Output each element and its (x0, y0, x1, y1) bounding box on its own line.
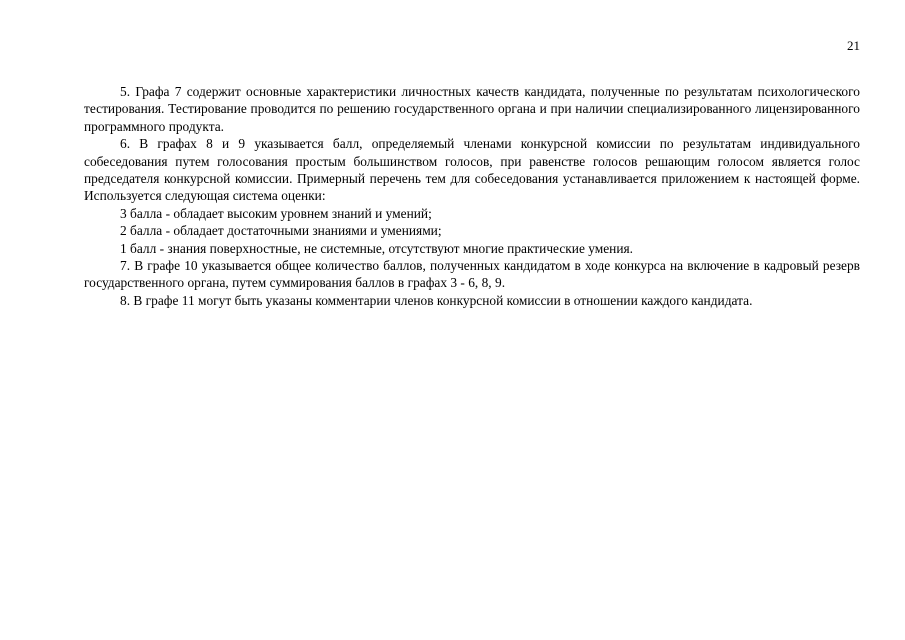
scoring-line-2: 2 балла - обладает достаточными знаниями и умениями; (120, 223, 442, 239)
scoring-line-1: 1 балл - знания поверхностные, не системные, отсутствуют многие практические умения. (120, 240, 634, 256)
document-body (84, 83, 860, 309)
scoring-line-3: 3 балла - обладает высоким уровнем знаний и умений; (120, 205, 432, 221)
paragraph-item-5: 5. Графа 7 содержит основные характеристики личностных качеств кандидата, полученные по результатам психологического тестирования. Тестирование проводится по решению государственного органа и при наличии специализированного лицензированного программного продукта. (84, 84, 860, 134)
page-number: 21 (847, 38, 860, 53)
paragraph-item-6: 6. В графах 8 и 9 указывается балл, определяемый членами конкурсной комиссии по результатам индивидуального собеседования путем голосования простым большинством голосов, при равенстве голосов решающим голосом является голос председателя конкурсной комиссии. Примерный перечень тем для собеседования устанавливается приложением к настоящей форме. Используется следующая система оценки: (84, 136, 860, 204)
paragraph-item-7: 7. В графе 10 указывается общее количество баллов, полученных кандидатом в ходе конкурса на включение в кадровый резерв государственного органа, путем суммирования баллов в графах 3 - 6, 8, 9. (84, 258, 860, 291)
paragraph-item-8: 8. В графе 11 могут быть указаны комментарии членов конкурсной комиссии в отношении каждого кандидата. (120, 292, 753, 308)
